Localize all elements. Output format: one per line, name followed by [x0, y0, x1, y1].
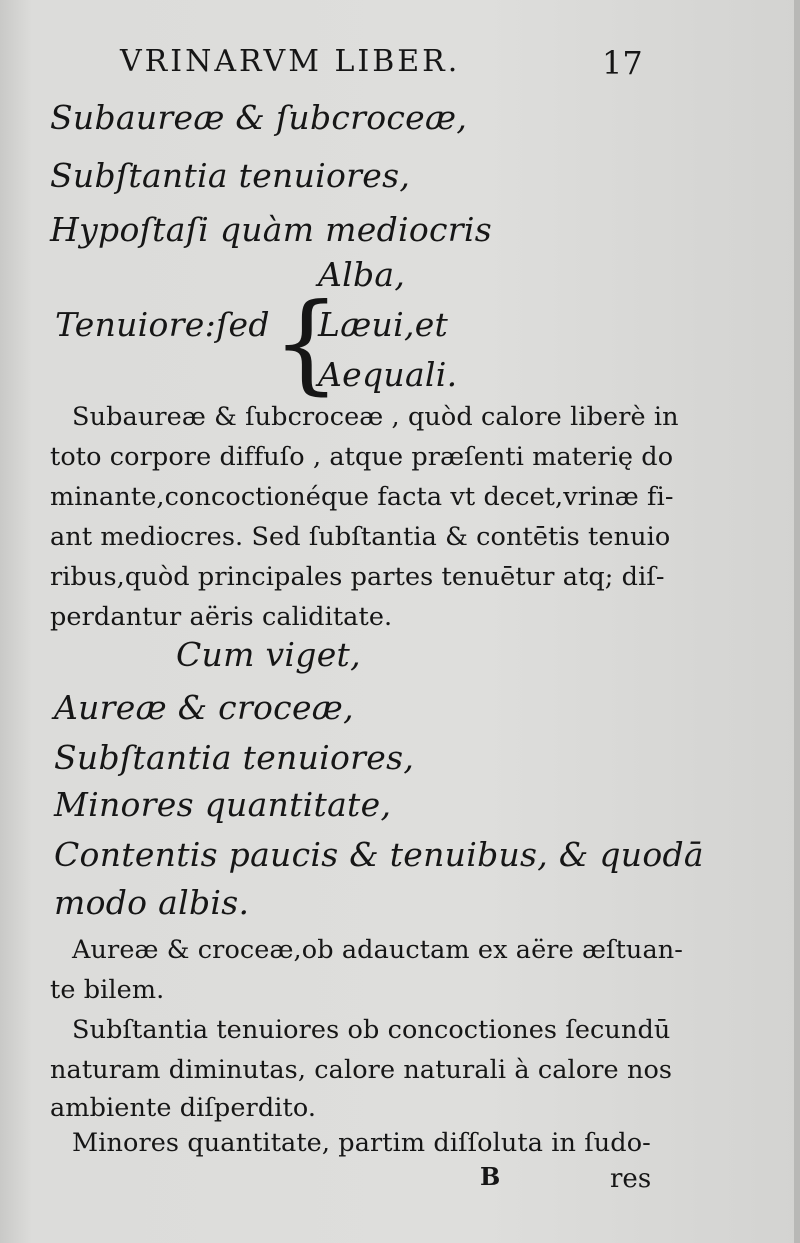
brace-lead: Tenuiore:ſed — [55, 305, 270, 344]
prose-line: Subſtantia tenuiores ob concoctiones ſecundū — [72, 1015, 671, 1045]
verse-line: Contentis paucis & tenuibus, & quodā — [54, 835, 704, 874]
brace-item: Alba, — [318, 255, 406, 294]
verse-line: Cum viget, — [176, 635, 361, 674]
page-number: 17 — [602, 44, 643, 82]
prose-line: minante,concoctionéque facta vt decet,vrinæ fi- — [50, 482, 674, 512]
running-title: VRINARVM LIBER. — [120, 44, 461, 79]
brace-item: Aequali. — [318, 355, 458, 394]
verse-line: Hypoſtaſi quàm mediocris — [50, 210, 492, 249]
prose-line: Minores quantitate, partim diſſoluta in ſudo- — [72, 1128, 651, 1158]
prose-line: Aureæ & croceæ,ob adauctam ex aëre æſtuan- — [72, 935, 683, 965]
prose-line: toto corpore diffuſo , atque præſenti materię do — [50, 442, 674, 472]
prose-line: ambiente diſperdito. — [50, 1093, 317, 1123]
brace-item: Læui,et — [318, 305, 449, 344]
prose-line: perdantur aëris caliditate. — [50, 602, 393, 632]
curly-brace-icon: { — [272, 281, 341, 406]
prose-line: ant mediocres. Sed ſubſtantia & contētis tenuio — [50, 522, 671, 552]
prose-line: ribus,quòd principales partes tenuētur atq; diſ- — [50, 562, 665, 592]
verse-line: Subſtantia tenuiores, — [50, 156, 411, 195]
prose-line: naturam diminutas, calore naturali à calore nos — [50, 1055, 673, 1085]
signature-mark: B — [480, 1162, 501, 1191]
prose-line: te bilem. — [50, 975, 165, 1005]
page-edge — [794, 0, 800, 1243]
verse-line: Subaureæ & ſubcroceæ, — [50, 98, 468, 137]
catchword: res — [610, 1164, 652, 1194]
prose-line: Subaureæ & ſubcroceæ , quòd calore liberè in — [72, 402, 679, 432]
verse-line: Aureæ & croceæ, — [54, 688, 354, 727]
verse-line: Subſtantia tenuiores, — [54, 738, 415, 777]
verse-line: Minores quantitate, — [54, 785, 392, 824]
verse-line: modo albis. — [54, 883, 250, 922]
